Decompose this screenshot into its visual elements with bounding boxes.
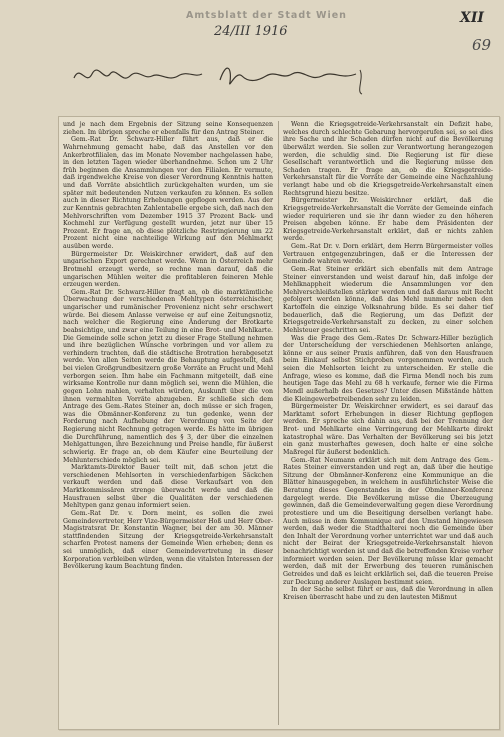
paragraph: Bürgermeister Dr. Weiskirchner erwidert, es sei darauf das Marktamt sofort Erhebungen in dieser Richtung gepflogen werden. Er spreche sich dahin aus, daß bei der Trennung der Brot- und Mehlkarte eine Verringerung der Mehlkarte direkt katastrophal wäre. Das Verhalten der Bevölkerung sei bis jetzt ein ganz musterhaftes gewesen, doch halte er eine solche Maßregel für äußerst bedenklich.: [283, 403, 493, 456]
handwritten-roman-numeral: XII: [460, 10, 484, 26]
paragraph: Gem.-Rat Neumann erklärt sich mit dem Antrage des Gem.-Rates Steiner einverstanden und regt an, daß über die heutige Sitzung der Obmänner-Konferenz eine Kommunique an die Blätter hinausgegeben, in welchem in ausführlichster Weise die Beratung dieses Gegenstandes in der Obmänner-Konferenz dargelegt werde. Die Bevölkerung müsse die Überzeugung gewinnen, daß die Gemeindeverwaltung gegen diese Verordnung protestiere und um die Beseitigung derselben verlangt habe. Auch müsse in dem Kommunique auf den Umstand hingewiesen werden, daß weder die Stadthalterei noch die Gemeinde über den Inhalt der Verordnung vorher unterrichtet war und daß auch nicht der Beirat der Kriegsgetreide-Verkehrsanstalt hievon benachrichtigt worden ist und daß die betreffenden Kreise vorher informiert worden seien. Der Bevölkerung müsse klar gemacht werden, daß mit der Erwerbung des teueren rumänischen Getreides und daß es leicht erklärlich sei, daß die teueren Preise zur Deckung anderer Auslagen bestimmt seien.: [283, 456, 493, 586]
paragraph: Gem.-Rat Dr. Schwarz-Hiller führt aus, daß er die Wahrnehmung gemacht habe, daß das Anstellen vor den Ankerbrotfilialen, das im Monate November nachgelassen habe, in den letzten Tagen wieder überhandnehme. Schon um 2 Uhr früh beginnen die Ansammlungen vor den Filialen. Er vermute, daß irgendwelche Kreise von dieser Verordnung Kenntnis hatten und daß Vorräte absichtlich zurückgehalten wurden, um sie später mit bedeutenden Nutzen verkaufen zu können. Es sollen auch in dieser Richtung Erhebungen gepflogen werden. Aus der zur Kenntnis gebrachten Zahlentabelle ergebe sich, daß nach den Mehlvorschriften vom Dezember 1915 37 Prozent Back- und Kochmehl zur Verfügung gestellt wurden, jetzt nur über 15 Prozent. Er frage an, ob diese plötzliche Restringierung um 22 Prozent nicht eine nachteilige Wirkung auf den Mehlmarkt ausüben werde.: [63, 136, 273, 250]
paragraph: Bürgermeister Dr. Weiskirchner erklärt, daß die Kriegsgetreide-Verkehrsanstalt die Vorräte der Gemeinde einfach wieder requirieren und sie ihr dann wieder zu den höheren Preisen abgeben könne. Er habe dem Präsidenten der Kriegsgetreide-Verkehrsanstalt erklärt, daß er nichts zahlen werde.: [283, 197, 493, 243]
newspaper-masthead: Amtsblatt der Stadt Wien: [186, 10, 347, 21]
paragraph: und je nach dem Ergebnis der Sitzung seine Konsequenzen ziehen. Im übrigen spreche er ebenfalls für den Antrag Steiner.: [63, 121, 273, 136]
paragraph: Gem.-Rat Dr. Schwarz-Hiller fragt an, ob die marktämtliche Überwachung der verschiedenen Mehltypen österreichischer, ungarischer und rumänischer Provenienz nicht sehr erschwert würde. Bei diesem Anlasse verweise er auf eine Zeitungsnotiz, nach welcher die Regierung eine Änderung der Brotkarte beabsichtige, und zwar eine Teilung in eine Brot- und Mehlkarte. Die Gemeinde solle schon jetzt zu dieser Frage Stellung nehmen und ihre bezüglichen Wünsche vorbringen und vor allem zu verhindern trachten, daß die städtische Brotration herabgesetzt werde. Von allen Seiten werde die Behauptung aufgestellt, daß bei vielen Großgrundbesitzern große Vorräte an Frucht und Mehl verborgen seien. Ihm habe ein Fachmann mitgeteilt, daß eine wirksame Kontrolle nur dann möglich sei, wenn die Mühlen, die gegen Lohn mahlen, verhalten würden, Auskunft über die von ihnen vermahlten Vorräte abzugeben. Er schließe sich dem Antrage des Gem.-Rates Steiner an, doch müsse er sich fragen, was die Obmänner-Konferenz zu tun gedenke, wenn der Forderung nach Aufhebung der Verordnung von Seite der Regierung nicht Rechnung getragen werde. Es hätte im übrigen die Durchführung, namentlich des § 3, der über die einzelnen Mehlgattungen, ihre Bezeichnung und Preise handle, für äußerst schwierig. Er frage an, ob dem Käufer eine Beurteilung der Mehlunterschiede möglich sei.: [63, 288, 273, 464]
paragraph: Wenn die Kriegsgetreide-Verkehrsanstalt ein Defizit habe, welches durch schlechte Gebarung hervorgerufen sei, so sei dies ihre Sache und ihr Schaden dürfen nicht auf die Bevölkerung überwälzt werden. Sie sollen zur Verantwortung herangezogen werden, die schuldig sind. Die Regierung ist für diese Gesellschaft verantwortlich und die Regierung müsse den Schaden tragen. Er frage an, ob die Kriegsgetreide-Verkehrsanstalt für die Vorräte der Gemeinde eine Nachzahlung verlangt habe und ob die Kriegsgetreide-Verkehrsanstalt einen Rechtsgrund hiezu besitze.: [283, 121, 493, 197]
column-divider: [278, 121, 279, 725]
paragraph: Marktamts-Direktor Bauer teilt mit, daß schon jetzt die verschiedenen Mehlsorten in verschiedenfarbigen Säckchen verkauft werden und daß diese Verkaufsart von den Marktkommissären strenge überwacht werde und daß die Hausfrauen selbst über die Qualitäten der verschiedenen Mehltypen ganz genau informiert seien.: [63, 464, 273, 510]
handwritten-page-number: 69: [472, 36, 492, 54]
paragraph: Was die Frage des Gem.-Rates Dr. Schwarz-Hiller bezüglich der Unterscheidung der verschiedenen Mehlsorten anlange, könne er aus seiner Praxis anführen, daß von den Hausfrauen beim Einkauf selbst Stichproben vorgenommen werden, auch seien die Mehlsorten leicht zu unterscheiden. Er stelle die Anfrage, wieso es komme, daß die Firma Mendl noch bis zum heutigen Tage das Mehl zu 68 h verkaufe, ferner wie die Firma Mendl außerhalb des Gesetzes? Unter diesen Mißstände hätten die Kleingewerbetreibenden sehr zu leiden.: [283, 334, 493, 403]
paragraph: Bürgermeister Dr. Weiskirchner erwidert, daß auf den ungarischen Export gerechnet werde. Wenn in Österreich mehr Brotmehl erzeugt werde, so rechne man darauf, daß die ungarischen Mühlen weiter die profitableren feineren Mehle erzeugen werden.: [63, 250, 273, 289]
column-left: [63, 121, 273, 571]
paragraph: Gem.-Rat Dr. v. Dorn meint, es sollen die zwei Gemeindevertreter, Herr Vize-Bürgermeister Hoß und Herr Ober-Magistratsrat Dr. Konstantin Wagner, bei der am 30. Männer stattfindenden Sitzung der Kriegsgetreide-Verkehrsanstalt scharfen Protest namens der Gemeinde Wien erheben; denn es sei unmöglich, daß einer Gemeindevertretung in dieser Korporation verbleiben würden, wenn die vitalsten Interessen der Bevölkerung kaum Beachtung finden.: [63, 509, 273, 571]
handwritten-date: 24/III 1916: [214, 24, 288, 39]
paragraph: In der Sache selbst führt er aus, daß die Verordnung in allen Kreisen überrascht habe und zu den lautesten Mißmut: [283, 586, 493, 601]
newspaper-clipping: [58, 116, 500, 730]
paragraph: Gem.-Rat Dr. v. Dorn erklärt, dem Herrn Bürgermeister volles Vertrauen entgegenzubringen, daß er die Interessen der Gemeinde wahren werde.: [283, 243, 493, 266]
paragraph: Gem.-Rat Steiner erklärt sich ebenfalls mit dem Antrage Steiner einverstanden und weist darauf hin, daß infolge der Mehlknappheit wiederum die Ansammlungen vor den Mehlverschleißstellen stärker werden und daß daraus mit Recht gefolgert werden könne, daß das Mehl nunmehr neben den Kartoffeln die einzige Volksnahrung bilde. Es sei daher tief bedauerlich, daß die Regierung, um das Defizit der Kriegsgetreide-Verkehrsanstalt zu decken, zu einer solchen Mehlsteuer geschritten sei.: [283, 265, 493, 334]
column-right: [283, 121, 493, 601]
handwritten-annotation: [70, 56, 370, 96]
